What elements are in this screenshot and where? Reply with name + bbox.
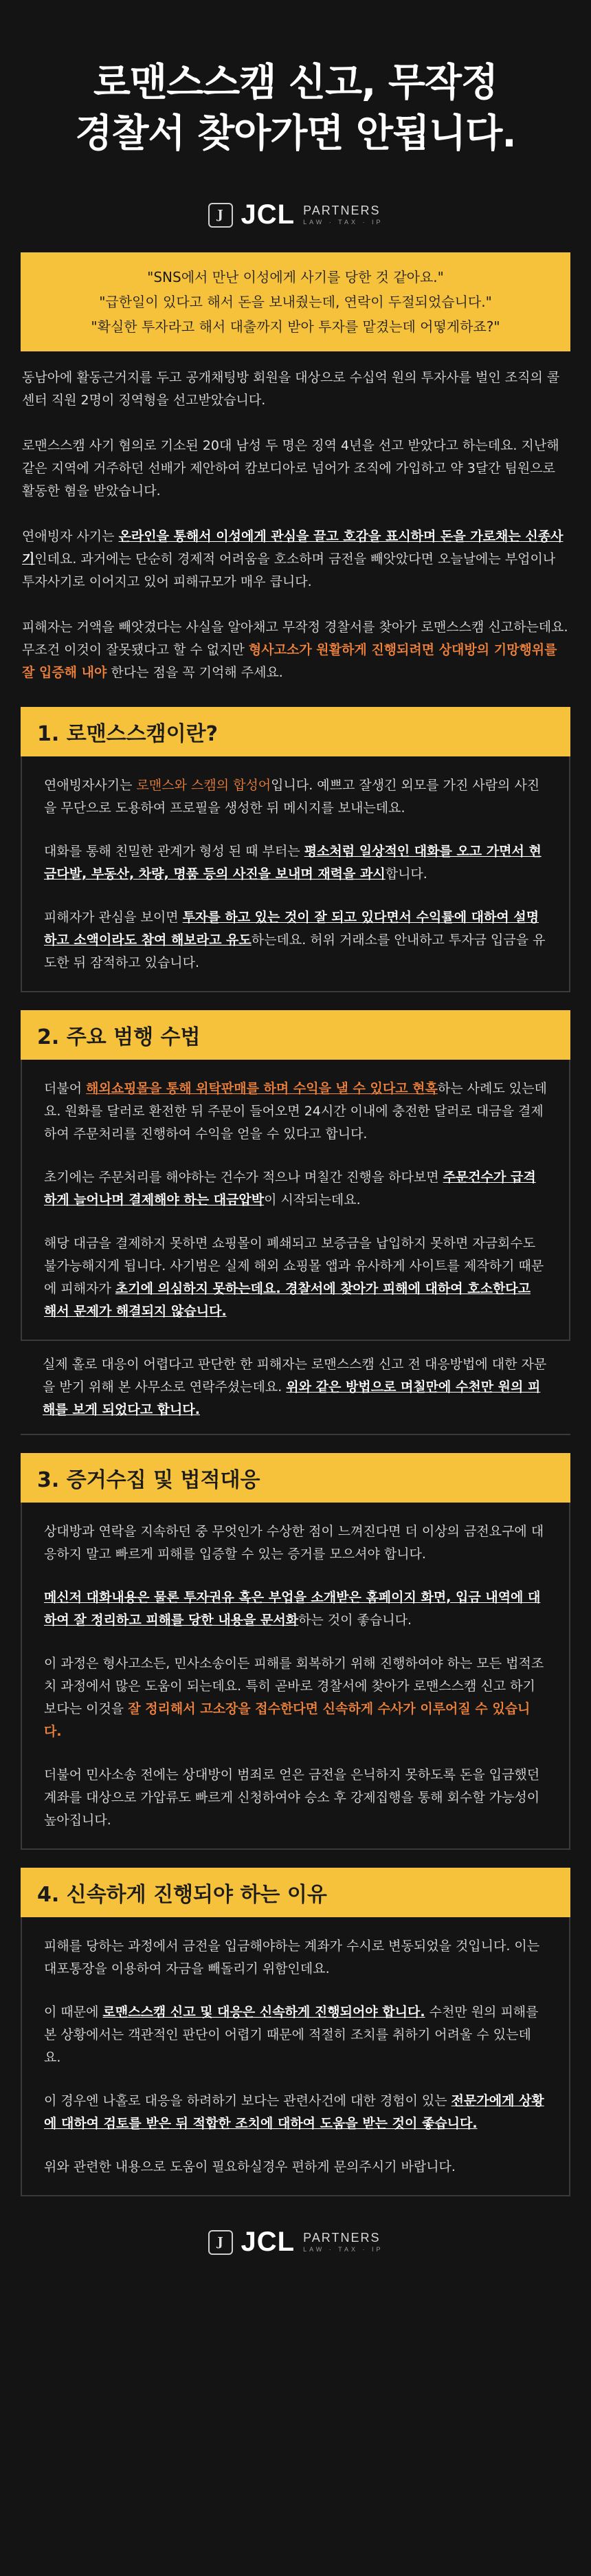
logo-partners-text: PARTNERS <box>303 2231 381 2245</box>
emphasis-text: 초기에 의심하지 못하는데요. 경찰서에 찾아가 피해에 대하여 호소한다고 해서 문제가 해결되지 않습니다. <box>44 1281 531 1319</box>
logo-jcl-text: JCL <box>241 2227 296 2257</box>
s2-paragraph-1 <box>44 1078 547 1146</box>
section-4-body <box>21 1917 570 2196</box>
text: 합니다. <box>385 866 427 882</box>
highlight-text: 형사고소가 원활하게 진행되려면 상대방의 기망행위를 잘 입증해 내야 <box>22 642 557 680</box>
text: 이 과정은 형사고소든, 민사소송이든 피해를 회복하기 위해 진행하여야 하는 모든 법적조치 과정에서 많은 도움이 되는데요. 특히 곧바로 경찰서에 찾아가 로맨스스캠 신고 하기보다는 이것을 <box>44 1656 544 1716</box>
page-title <box>0 0 591 160</box>
intro-paragraph-3 <box>22 525 569 593</box>
emphasis-text: 평소처럼 일상적인 대화를 오고 가면서 현금다발, 부동산, 차량, 명품 등의 사진을 보내며 재력을 과시 <box>44 844 542 882</box>
s3-paragraph-3 <box>44 1652 547 1743</box>
intro-paragraph-4 <box>22 616 569 684</box>
quote-line-2: "급한일이 있다고 해서 돈을 보내줬는데, 연락이 두절되었습니다." <box>99 294 492 310</box>
emphasis-text: 메신저 대화내용은 물론 투자권유 혹은 부업을 소개받은 홈페이지 화면, 입금 내역에 대하여 잘 정리하고 피해를 당한 내용을 문서화 <box>44 1590 541 1628</box>
text: 연애빙자사기는 <box>44 778 137 793</box>
text: 이 때문에 <box>44 2005 103 2020</box>
emphasis-text: 로맨스스캠 신고 및 대응은 신속하게 진행되어야 합니다. <box>102 2005 425 2020</box>
s4-paragraph-4: 위와 관련한 내용으로 도움이 필요하실경우 편하게 문의주시기 바랍니다. <box>44 2159 456 2174</box>
section-3-body <box>21 1503 570 1850</box>
logo-mark-icon: J <box>208 2230 233 2255</box>
section-2-body <box>21 1060 570 1341</box>
logo-sub-text: LAW · TAX · IP <box>303 219 383 226</box>
text: 초기에는 주문처리를 해야하는 건수가 적으나 며칠간 진행을 하다보면 <box>44 1170 443 1185</box>
text: 인데요. 과거에는 단순히 경제적 어려움을 호소하며 금전을 빼앗았다면 오늘날에는 부업이나 투자사기로 이어지고 있어 피해규모가 매우 큽니다. <box>22 552 556 589</box>
s1-paragraph-1 <box>44 774 547 820</box>
footer-logo <box>0 2227 591 2258</box>
text: 대화를 통해 친밀한 관계가 형성 된 때 부터는 <box>44 844 304 859</box>
title-line-1: 로맨스스캠 신고, 무작정 <box>93 61 498 105</box>
text: 해당 대금을 결제하지 못하면 쇼핑몰이 폐쇄되고 보증금을 납입하지 못하면 자금회수도 불가능해지게 됩니다. 사기범은 실제 해외 쇼핑몰 앱과 유사하게 사이트를 제작하기 때문에 피해자가 <box>44 1236 544 1296</box>
section-4-heading: 4. 신속하게 진행되야 하는 이유 <box>21 1868 570 1917</box>
emphasis-text: 위와 같은 방법으로 며칠만에 수천만 원의 피해를 보게 되었다고 합니다. <box>43 1379 541 1417</box>
highlight-text: 잘 정리해서 고소장을 접수한다면 신속하게 수사가 이루어질 수 있습니다. <box>44 1701 531 1739</box>
s1-paragraph-3 <box>44 906 547 974</box>
text: 하는데요. 허위 거래소를 안내하고 투자금 입금을 유도한 뒤 잠적하고 있습니다. <box>44 932 546 970</box>
logo-jcl-text: JCL <box>241 199 296 230</box>
logo-partners-text: PARTNERS <box>303 204 381 217</box>
quote-box <box>21 252 570 351</box>
section-2-heading: 2. 주요 범행 수법 <box>21 1010 570 1060</box>
logo-sub-text: LAW · TAX · IP <box>303 2246 383 2253</box>
intro-paragraph-2: 로맨스스캠 사기 혐의로 기소된 20대 남성 두 명은 징역 4년을 선고 받았다고 하는데요. 지난해 같은 지역에 거주하던 선배가 제안하여 캄보디아로 넘어가 조직에 가입하고 약 3달간 팀원으로 활동한 혐을 받았습니다. <box>22 438 559 499</box>
text: 실제 홀로 대응이 어렵다고 판단한 한 피해자는 로맨스스캠 신고 전 대응방법에 대한 자문을 받기 위해 본 사무소로 연락주셨는데요. <box>43 1357 547 1395</box>
text: 피해자는 거액을 빼앗겼다는 사실을 알아채고 무작정 경찰서를 찾아가 로맨스스캠 신고하는데요. 무조건 이것이 잘못됐다고 할 수 없지만 <box>22 620 568 657</box>
s4-paragraph-3 <box>44 2090 547 2135</box>
text: 한다는 점을 꼭 기억해 주세요. <box>107 665 283 680</box>
logo-mark-icon: J <box>208 203 233 228</box>
section-1-body <box>21 756 570 992</box>
s2-followup <box>21 1341 570 1435</box>
text: 수천만 원의 피해를 본 상황에서는 객관적인 판단이 어렵기 때문에 적절히 조치를 취하기 어려울 수 있는데요. <box>44 2005 539 2065</box>
title-line-2: 경찰서 찾아가면 안됩니다. <box>75 111 516 156</box>
text: 이 경우엔 나홀로 대응을 하려하기 보다는 관련사건에 대한 경험이 있는 <box>44 2093 451 2108</box>
header-logo <box>0 199 591 230</box>
emphasis-text: 투자를 하고 있는 것이 잘 되고 있다면서 수익률에 대하여 설명하고 소액이라도 참여 해보라고 유도 <box>44 910 539 948</box>
text: 연애빙자 사기는 <box>22 529 119 544</box>
text: 입니다. 예쁘고 잘생긴 외모를 가진 사람의 사진을 무단으로 도용하여 프로필을 생성한 뒤 메시지를 보내는데요. <box>44 778 540 816</box>
s3-paragraph-2 <box>44 1586 547 1632</box>
s1-paragraph-2 <box>44 840 547 886</box>
text: 하는 사례도 있는데요. 원화를 달러로 환전한 뒤 주문이 들어오면 24시간 이내에 충전한 달러로 대금을 결제하여 주문처리를 진행하여 수익을 얻을 수 있다고 합니다. <box>44 1081 547 1142</box>
text: 하는 것이 좋습니다. <box>298 1613 412 1628</box>
s2-paragraph-3 <box>44 1232 547 1323</box>
text: 더불어 <box>44 1081 87 1096</box>
intro-text <box>22 367 569 684</box>
s3-paragraph-4: 더불어 민사소송 전에는 상대방이 범죄로 얻은 금전을 은닉하지 못하도록 돈을 입금했던 계좌를 대상으로 가압류도 빠르게 신청하여야 승소 후 강제집행을 통해 회수할 가능성이 높아집니다. <box>44 1767 540 1828</box>
section-3-heading: 3. 증거수집 및 법적대응 <box>21 1453 570 1503</box>
section-1-heading: 1. 로맨스스캠이란? <box>21 707 570 756</box>
quote-line-1: "SNS에서 만난 이성에게 사기를 당한 것 같아요." <box>147 269 444 285</box>
s2-paragraph-2 <box>44 1166 547 1212</box>
text: 피해자가 관심을 보이면 <box>44 910 183 925</box>
intro-paragraph-1: 동남아에 활동근거지를 두고 공개채팅방 회원을 대상으로 수십억 원의 투자사를 벌인 조직의 콜센터 직원 2명이 징역형을 선고받았습니다. <box>22 370 560 408</box>
s4-paragraph-2 <box>44 2001 547 2069</box>
quote-line-3: "확실한 투자라고 해서 대출까지 받아 투자를 맡겼는데 어떻게하죠?" <box>91 318 500 335</box>
highlight-text: 로맨스와 스캠의 합성어 <box>136 778 271 793</box>
emphasis-text: 온라인을 통해서 이성에게 관심을 끌고 호감을 표시하며 돈을 가로채는 신종사기 <box>22 529 564 567</box>
text: 이 시작되는데요. <box>264 1192 361 1208</box>
emphasis-text: 전문가에게 상황에 대하여 검토를 받은 뒤 적합한 조치에 대하여 도움을 받는 것이 좋습니다. <box>44 2093 544 2131</box>
highlight-text: 해외쇼핑몰을 통해 위탁판매를 하며 수익을 낼 수 있다고 현혹 <box>86 1081 438 1096</box>
emphasis-text: 주문건수가 급격하게 늘어나며 결제해야 하는 대금압박 <box>44 1170 536 1208</box>
s4-paragraph-1: 피해를 당하는 과정에서 금전을 입금해야하는 계좌가 수시로 변동되었을 것입니다. 이는 대포통장을 이용하여 자금을 빼돌리기 위함인데요. <box>44 1939 540 1976</box>
s3-paragraph-1: 상대방과 연락을 지속하던 중 무엇인가 수상한 점이 느껴진다면 더 이상의 금전요구에 대응하지 말고 빠르게 피해를 입증할 수 있는 증거를 모으셔야 합니다. <box>44 1524 544 1562</box>
